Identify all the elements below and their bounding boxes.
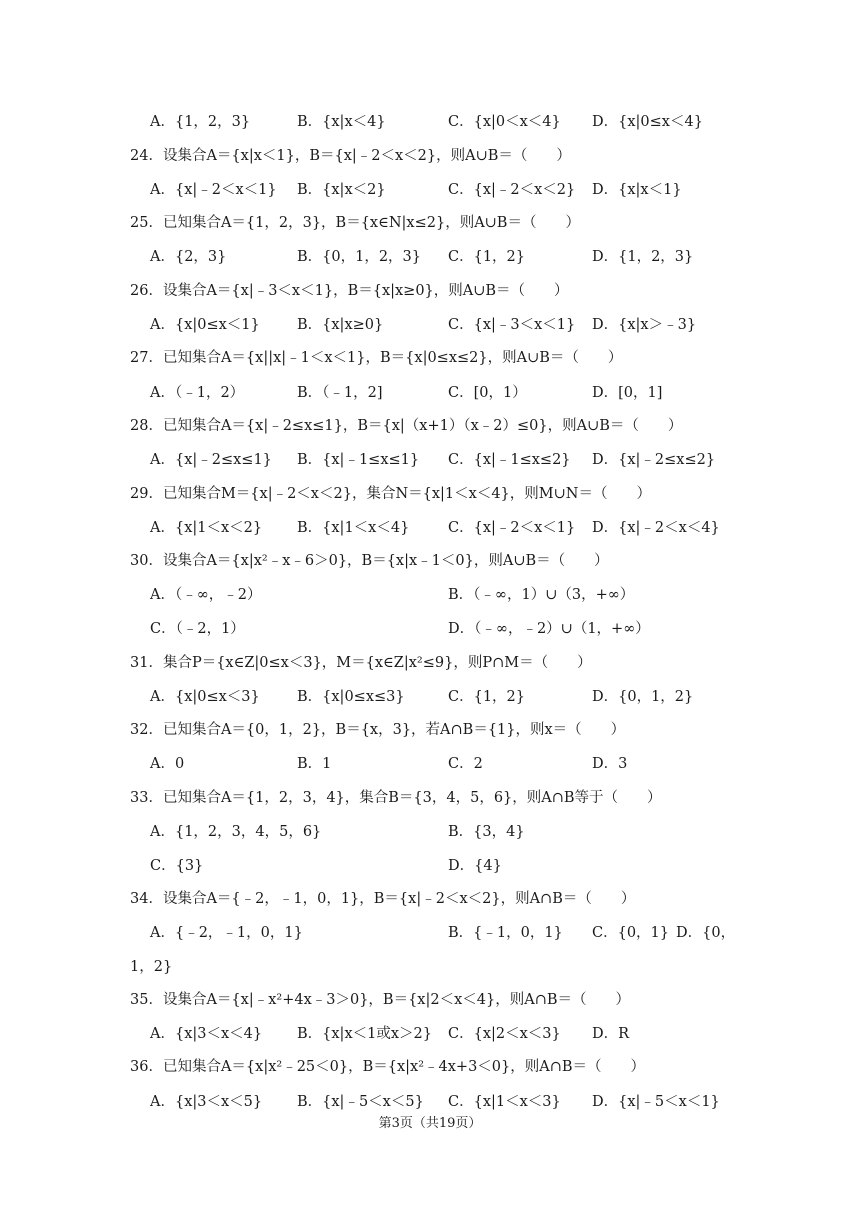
option-b: B．{0，1，2，3} (297, 249, 422, 265)
question-stem: 35．设集合A＝{x|﹣x²+4x﹣3＞0}，B＝{x|2＜x＜4}，则A∩B＝（ ） (130, 992, 631, 1008)
option-c: C．{0，1} (592, 925, 669, 941)
option-c: C．{x|0＜x＜4} (448, 114, 561, 130)
question-stem: 28．已知集合A＝{x|﹣2≤x≤1}，B＝{x|（x+1）（x﹣2）≤0}，则A∪B＝（ ） (130, 418, 683, 434)
option-a: A．{x|0≤x＜1} (150, 317, 260, 333)
option-b: B．{x|x≥0} (297, 317, 384, 333)
option-d: D．{0，1，2} (592, 689, 694, 705)
option-a: A．{x|0≤x＜3} (150, 689, 260, 705)
option-a: A．{x|﹣2＜x＜1} (150, 182, 277, 198)
option-a: A．（﹣∞，﹣2） (150, 587, 262, 603)
option-c: C．{x|﹣3＜x＜1} (448, 317, 576, 333)
option-a: A．{1，2，3，4，5，6} (150, 824, 322, 840)
option-d: D．3 (592, 756, 628, 772)
option-b: B．（﹣∞，1）∪（3，+∞） (448, 587, 635, 603)
option-d: D．{x|﹣2＜x＜4} (592, 520, 720, 536)
question-stem: 33．已知集合A＝{1，2，3，4}，集合B＝{3，4，5，6}，则A∩B等于（ ） (130, 790, 662, 806)
option-a: A．{x|1＜x＜2} (150, 520, 263, 536)
option-d: D．{1，2，3} (592, 249, 694, 265)
question-stem: 31．集合P＝{x∈Z|0≤x＜3}，M＝{x∈Z|x²≤9}，则P∩M＝（ ） (130, 655, 592, 671)
question-stem: 36．已知集合A＝{x|x²﹣25＜0}，B＝{x|x²﹣4x+3＜0}，则A∩B＝（ ） (130, 1059, 646, 1075)
option-a: A．{﹣2，﹣1，0，1} (150, 925, 303, 941)
option-b: B．{x|﹣1≤x≤1} (297, 452, 420, 468)
option-c: C．{x|﹣1≤x≤2} (448, 452, 571, 468)
question-stem: 25．已知集合A＝{1，2，3}，B＝{x∈N|x≤2}，则A∪B＝（ ） (130, 215, 580, 231)
option-c: C．（﹣2，1） (150, 621, 245, 637)
option-d-continued: 1，2} (130, 959, 173, 975)
option-a: A．{x|3＜x＜4} (150, 1026, 263, 1042)
option-a: A．{x|﹣2≤x≤1} (150, 452, 272, 468)
option-a: A．{2，3} (150, 249, 227, 265)
page-footer: 第3页（共19页） (378, 1116, 482, 1131)
option-a: A．{1，2，3} (150, 114, 251, 130)
option-d: D．R (592, 1026, 630, 1042)
option-b: B．{﹣1，0，1} (448, 925, 563, 941)
option-c: C．{1，2} (448, 689, 525, 705)
question-stem: 30．设集合A＝{x|x²﹣x﹣6＞0}，B＝{x|x﹣1＜0}，则A∪B＝（ ） (130, 553, 609, 569)
option-c: C．[0，1） (448, 385, 527, 401)
option-b: B．{x|x＜4} (297, 114, 386, 130)
question-stem: 34．设集合A＝{﹣2，﹣1，0，1}，B＝{x|﹣2＜x＜2}，则A∩B＝（ ） (130, 891, 636, 907)
option-a: A．（﹣1，2） (150, 385, 245, 401)
question-stem: 32．已知集合A＝{0，1，2}，B＝{x，3}，若A∩B＝{1}，则x＝（ ） (130, 722, 626, 738)
option-c: C．{x|1＜x＜3} (448, 1094, 561, 1110)
option-b: B．{x|x＜2} (297, 182, 386, 198)
option-b: B．{x|x＜1或x＞2} (297, 1026, 432, 1042)
option-d: D．{0， (676, 925, 736, 941)
option-c: C．{x|2＜x＜3} (448, 1026, 561, 1042)
option-b: B．{x|1＜x＜4} (297, 520, 410, 536)
option-c: C．{3} (150, 858, 204, 874)
option-a: A．{x|3＜x＜5} (150, 1094, 263, 1110)
question-stem: 26．设集合A＝{x|﹣3＜x＜1}，B＝{x|x≥0}，则A∪B＝（ ） (130, 283, 569, 299)
option-d: D．{x|x＞﹣3} (592, 317, 697, 333)
option-c: C．{1，2} (448, 249, 525, 265)
option-c: C．2 (448, 756, 483, 772)
option-b: B．{3，4} (448, 824, 525, 840)
option-d: D．{x|0≤x＜4} (592, 114, 703, 130)
question-stem: 27．已知集合A＝{x||x|﹣1＜x＜1}，B＝{x|0≤x≤2}，则A∪B＝（ ） (130, 350, 623, 366)
option-b: B．{x|﹣5＜x＜5} (297, 1094, 424, 1110)
option-b: B．{x|0≤x≤3} (297, 689, 405, 705)
option-c: C．{x|﹣2＜x＜2} (448, 182, 576, 198)
option-d: D．{4} (448, 858, 502, 874)
option-a: A．0 (150, 756, 185, 772)
option-c: C．{x|﹣2＜x＜1} (448, 520, 576, 536)
option-b: B．（﹣1，2] (297, 385, 383, 401)
question-stem: 24．设集合A＝{x|x＜1}，B＝{x|﹣2＜x＜2}，则A∪B＝（ ） (130, 148, 571, 164)
option-d: D．{x|x＜1} (592, 182, 682, 198)
option-d: D．[0，1] (592, 385, 663, 401)
option-d: D．{x|﹣5＜x＜1} (592, 1094, 720, 1110)
question-stem: 29．已知集合M＝{x|﹣2＜x＜2}，集合N＝{x|1＜x＜4}，则M∪N＝（ ） (130, 486, 651, 502)
option-d: D．{x|﹣2≤x≤2} (592, 452, 716, 468)
option-b: B．1 (297, 756, 332, 772)
option-d: D．（﹣∞，﹣2）∪（1，+∞） (448, 621, 650, 637)
